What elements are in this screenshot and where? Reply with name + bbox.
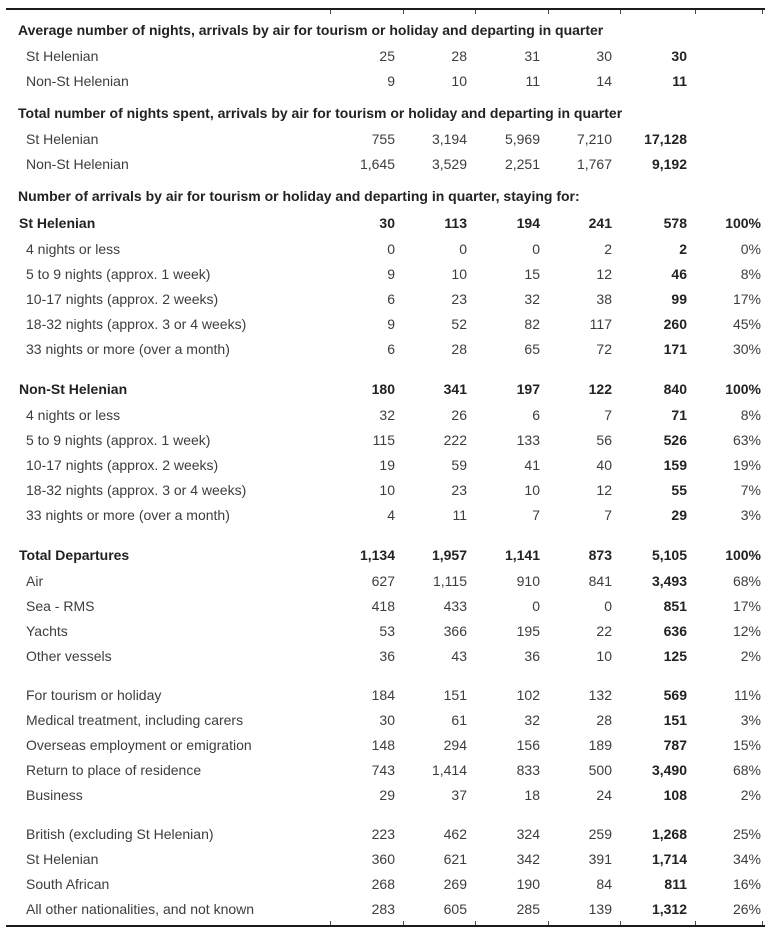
quarter-4-value: 241 — [588, 214, 612, 231]
row-label: 4 nights or less — [26, 240, 121, 257]
table-row — [0, 236, 768, 261]
table-row — [0, 311, 768, 336]
total-value: 1,268 — [651, 825, 687, 842]
quarter-3-value: 31 — [524, 47, 540, 64]
percent-value: 8% — [740, 406, 761, 423]
table-row — [0, 896, 768, 921]
quarter-3-value: 197 — [516, 380, 540, 397]
percent-value: 26% — [732, 900, 761, 917]
quarter-4-value: 122 — [588, 380, 612, 397]
quarter-2-value: 462 — [443, 825, 467, 842]
table-row — [0, 846, 768, 871]
quarter-2-value: 621 — [443, 850, 467, 867]
quarter-4-value: 7 — [604, 406, 612, 423]
percent-value: 30% — [732, 340, 761, 357]
row-label: St Helenian — [19, 214, 96, 231]
total-value: 125 — [663, 647, 687, 664]
quarter-3-value: 133 — [516, 431, 540, 448]
total-value: 526 — [663, 431, 687, 448]
quarter-4-value: 28 — [596, 711, 612, 728]
quarter-4-value: 40 — [596, 456, 612, 473]
total-value: 151 — [663, 711, 687, 728]
quarter-3-value: 190 — [516, 875, 540, 892]
table-row — [0, 209, 768, 236]
quarter-2-value: 61 — [451, 711, 467, 728]
total-value: 636 — [663, 622, 687, 639]
quarter-4-value: 56 — [596, 431, 612, 448]
total-value: 1,714 — [651, 850, 687, 867]
quarter-3-value: 32 — [524, 290, 540, 307]
quarter-2-value: 10 — [451, 72, 467, 89]
quarter-2-value: 1,115 — [433, 572, 467, 589]
column-tick — [620, 921, 621, 925]
table-row — [0, 732, 768, 757]
quarter-3-value: 2,251 — [504, 155, 540, 172]
column-tick — [762, 10, 763, 14]
table-row — [0, 568, 768, 593]
section-header: Average number of nights, arrivals by air for tourism or holiday and departing in quarter — [18, 22, 604, 38]
quarter-1-value: 180 — [371, 380, 395, 397]
quarter-4-value: 2 — [604, 240, 612, 257]
percent-value: 100% — [725, 546, 761, 563]
quarter-2-value: 3,194 — [431, 130, 467, 147]
section-header: Number of arrivals by air for tourism or holiday and departing in quarter, staying for: — [18, 188, 580, 204]
quarter-3-value: 102 — [516, 686, 540, 703]
quarter-3-value: 833 — [516, 761, 540, 778]
total-value: 17,128 — [644, 130, 687, 147]
row-label: 18-32 nights (approx. 3 or 4 weeks) — [26, 315, 247, 332]
row-label: Business — [26, 786, 83, 803]
quarter-4-value: 10 — [596, 647, 612, 664]
table-row — [0, 477, 768, 502]
quarter-4-value: 139 — [588, 900, 612, 917]
quarter-3-value: 36 — [524, 647, 540, 664]
quarter-2-value: 37 — [451, 786, 467, 803]
total-value: 55 — [671, 481, 687, 498]
table-row — [0, 593, 768, 618]
table-body — [0, 17, 768, 921]
quarter-4-value: 259 — [588, 825, 612, 842]
quarter-2-value: 43 — [451, 647, 467, 664]
quarter-3-value: 285 — [516, 900, 540, 917]
row-label: Medical treatment, including carers — [26, 711, 244, 728]
quarter-3-value: 324 — [516, 825, 540, 842]
column-tick — [403, 921, 404, 925]
table-row — [0, 375, 768, 402]
total-value: 11 — [672, 72, 687, 89]
column-tick — [403, 10, 404, 14]
table-row — [0, 126, 768, 151]
total-value: 159 — [663, 456, 687, 473]
quarter-1-value: 30 — [379, 711, 395, 728]
quarter-2-value: 433 — [443, 597, 467, 614]
quarter-1-value: 9 — [387, 315, 395, 332]
quarter-1-value: 0 — [387, 240, 395, 257]
quarter-4-value: 22 — [596, 622, 612, 639]
quarter-1-value: 6 — [387, 340, 395, 357]
quarter-2-value: 269 — [443, 875, 467, 892]
percent-value: 0% — [740, 240, 761, 257]
quarter-2-value: 113 — [444, 214, 467, 231]
quarter-4-value: 14 — [596, 72, 612, 89]
quarter-1-value: 418 — [371, 597, 395, 614]
quarter-4-value: 7,210 — [576, 130, 612, 147]
percent-value: 15% — [732, 736, 761, 753]
table-row — [0, 427, 768, 452]
quarter-1-value: 115 — [372, 431, 395, 448]
percent-value: 8% — [740, 265, 761, 282]
quarter-2-value: 23 — [451, 290, 467, 307]
total-value: 46 — [671, 265, 687, 282]
quarter-3-value: 11 — [525, 72, 540, 89]
row-label: Non-St Helenian — [26, 72, 129, 89]
table-row — [0, 618, 768, 643]
quarter-3-value: 65 — [524, 340, 540, 357]
quarter-1-value: 36 — [379, 647, 395, 664]
column-tick — [620, 10, 621, 14]
quarter-4-value: 1,767 — [576, 155, 612, 172]
quarter-2-value: 222 — [443, 431, 467, 448]
quarter-3-value: 6 — [532, 406, 540, 423]
total-value: 2 — [679, 240, 687, 257]
quarter-2-value: 11 — [452, 506, 467, 523]
percent-value: 68% — [732, 572, 761, 589]
row-label: 5 to 9 nights (approx. 1 week) — [26, 431, 211, 448]
row-label: South African — [26, 875, 110, 892]
table-row — [0, 68, 768, 93]
quarter-2-value: 10 — [451, 265, 467, 282]
quarter-4-value: 24 — [596, 786, 612, 803]
quarter-3-value: 32 — [524, 711, 540, 728]
table-row — [0, 286, 768, 311]
total-value: 1,312 — [651, 900, 687, 917]
row-spacer — [0, 807, 768, 821]
quarter-1-value: 29 — [379, 786, 395, 803]
table-row — [0, 402, 768, 427]
quarter-4-value: 84 — [596, 875, 612, 892]
table-row — [0, 43, 768, 68]
total-value: 851 — [663, 597, 687, 614]
quarter-1-value: 32 — [379, 406, 395, 423]
quarter-4-value: 30 — [596, 47, 612, 64]
percent-value: 19% — [732, 456, 761, 473]
quarter-1-value: 4 — [387, 506, 395, 523]
percent-value: 100% — [725, 214, 761, 231]
quarter-1-value: 19 — [379, 456, 395, 473]
quarter-1-value: 268 — [371, 875, 395, 892]
quarter-2-value: 59 — [451, 456, 467, 473]
row-label: 33 nights or more (over a month) — [26, 340, 230, 357]
column-tick — [762, 921, 763, 925]
row-label: Sea - RMS — [26, 597, 95, 614]
quarter-3-value: 82 — [524, 315, 540, 332]
quarter-4-value: 391 — [588, 850, 612, 867]
column-tick — [695, 10, 696, 14]
quarter-2-value: 52 — [451, 315, 467, 332]
row-label: 4 nights or less — [26, 406, 121, 423]
row-label: 18-32 nights (approx. 3 or 4 weeks) — [26, 481, 247, 498]
table-bottom-border — [6, 925, 765, 927]
total-value: 3,490 — [651, 761, 687, 778]
percent-value: 100% — [725, 380, 761, 397]
row-label: Air — [26, 572, 44, 589]
row-label: Return to place of residence — [26, 761, 202, 778]
quarter-1-value: 10 — [379, 481, 395, 498]
quarter-4-value: 117 — [589, 315, 612, 332]
table-row — [0, 643, 768, 668]
row-label: Non-St Helenian — [19, 380, 128, 397]
quarter-1-value: 25 — [379, 47, 395, 64]
column-tick — [695, 921, 696, 925]
quarter-3-value: 15 — [524, 265, 540, 282]
quarter-4-value: 132 — [588, 686, 612, 703]
row-label: Overseas employment or emigration — [26, 736, 252, 753]
quarter-1-value: 223 — [371, 825, 395, 842]
table-row — [0, 707, 768, 732]
total-value: 108 — [663, 786, 687, 803]
percent-value: 2% — [740, 786, 761, 803]
total-value: 30 — [671, 47, 687, 64]
row-spacer — [0, 361, 768, 375]
quarter-1-value: 53 — [379, 622, 395, 639]
total-value: 578 — [663, 214, 687, 231]
quarter-4-value: 72 — [596, 340, 612, 357]
percent-value: 63% — [732, 431, 761, 448]
quarter-2-value: 1,957 — [431, 546, 467, 563]
quarter-3-value: 910 — [516, 572, 540, 589]
row-label: Non-St Helenian — [26, 155, 129, 172]
column-tick — [475, 921, 476, 925]
quarter-2-value: 605 — [443, 900, 467, 917]
quarter-1-value: 9 — [387, 265, 395, 282]
quarter-3-value: 342 — [516, 850, 540, 867]
row-label: 10-17 nights (approx. 2 weeks) — [26, 456, 219, 473]
table-row — [0, 782, 768, 807]
quarter-1-value: 627 — [371, 572, 395, 589]
total-value: 260 — [663, 315, 687, 332]
quarter-4-value: 500 — [588, 761, 612, 778]
percent-value: 16% — [732, 875, 761, 892]
table-row — [0, 821, 768, 846]
quarter-4-value: 12 — [596, 481, 612, 498]
row-label: 10-17 nights (approx. 2 weeks) — [26, 290, 219, 307]
row-label: St Helenian — [26, 47, 99, 64]
percent-value: 25% — [732, 825, 761, 842]
quarter-2-value: 1,414 — [431, 761, 467, 778]
quarter-2-value: 3,529 — [431, 155, 467, 172]
percent-value: 3% — [740, 506, 761, 523]
quarter-4-value: 189 — [588, 736, 612, 753]
quarter-1-value: 360 — [371, 850, 395, 867]
quarter-3-value: 195 — [516, 622, 540, 639]
section-header: Total number of nights spent, arrivals by air for tourism or holiday and departing in quarter — [18, 105, 623, 121]
row-label: St Helenian — [26, 850, 99, 867]
quarter-4-value: 0 — [604, 597, 612, 614]
table-row — [0, 682, 768, 707]
table-row — [0, 871, 768, 896]
column-tick — [330, 921, 331, 925]
percent-value: 45% — [732, 315, 761, 332]
percent-value: 3% — [740, 711, 761, 728]
total-value: 811 — [664, 875, 687, 892]
quarter-3-value: 10 — [524, 481, 540, 498]
table-row — [0, 452, 768, 477]
column-tick — [330, 10, 331, 14]
table-row — [0, 336, 768, 361]
quarter-4-value: 873 — [588, 546, 612, 563]
quarter-4-value: 12 — [596, 265, 612, 282]
quarter-3-value: 18 — [524, 786, 540, 803]
table-top-border — [6, 8, 765, 10]
quarter-1-value: 148 — [371, 736, 395, 753]
row-label: British (excluding St Helenian) — [26, 825, 214, 842]
quarter-3-value: 1,141 — [504, 546, 540, 563]
total-value: 3,493 — [651, 572, 687, 589]
column-tick — [475, 10, 476, 14]
quarter-1-value: 30 — [379, 214, 395, 231]
row-label: 33 nights or more (over a month) — [26, 506, 230, 523]
percent-value: 17% — [732, 597, 761, 614]
row-spacer — [0, 668, 768, 682]
total-value: 171 — [663, 340, 687, 357]
quarter-4-value: 7 — [604, 506, 612, 523]
percent-value: 17% — [732, 290, 761, 307]
quarter-3-value: 0 — [532, 240, 540, 257]
quarter-1-value: 1,645 — [359, 155, 395, 172]
quarter-2-value: 151 — [443, 686, 467, 703]
column-tick — [548, 10, 549, 14]
row-label: Other vessels — [26, 647, 112, 664]
table-row — [0, 757, 768, 782]
quarter-2-value: 28 — [451, 47, 467, 64]
table-row — [0, 151, 768, 176]
total-value: 71 — [671, 406, 687, 423]
row-label: 5 to 9 nights (approx. 1 week) — [26, 265, 211, 282]
total-value: 840 — [663, 380, 687, 397]
row-spacer — [0, 527, 768, 541]
quarter-2-value: 341 — [443, 380, 467, 397]
quarter-2-value: 366 — [443, 622, 467, 639]
quarter-3-value: 156 — [516, 736, 540, 753]
percent-value: 11% — [734, 686, 761, 703]
quarter-3-value: 194 — [516, 214, 540, 231]
quarter-1-value: 184 — [371, 686, 395, 703]
percent-value: 2% — [740, 647, 761, 664]
total-value: 787 — [663, 736, 687, 753]
quarter-3-value: 5,969 — [504, 130, 540, 147]
percent-value: 12% — [732, 622, 761, 639]
column-tick — [548, 921, 549, 925]
table-row — [0, 261, 768, 286]
row-label: Total Departures — [19, 546, 130, 563]
quarter-1-value: 6 — [387, 290, 395, 307]
percent-value: 34% — [732, 850, 761, 867]
quarter-2-value: 26 — [451, 406, 467, 423]
total-value: 569 — [663, 686, 687, 703]
row-label: For tourism or holiday — [26, 686, 162, 703]
total-value: 99 — [671, 290, 687, 307]
row-label: Yachts — [26, 622, 68, 639]
quarter-1-value: 743 — [371, 761, 395, 778]
quarter-1-value: 9 — [387, 72, 395, 89]
quarter-2-value: 23 — [451, 481, 467, 498]
percent-value: 68% — [732, 761, 761, 778]
table-row — [0, 502, 768, 527]
quarter-4-value: 841 — [588, 572, 612, 589]
total-value: 5,105 — [651, 546, 687, 563]
total-value: 29 — [671, 506, 687, 523]
quarter-4-value: 38 — [596, 290, 612, 307]
quarter-2-value: 294 — [443, 736, 467, 753]
quarter-1-value: 1,134 — [359, 546, 395, 563]
quarter-3-value: 0 — [532, 597, 540, 614]
quarter-1-value: 755 — [371, 130, 395, 147]
quarter-3-value: 7 — [532, 506, 540, 523]
quarter-2-value: 28 — [451, 340, 467, 357]
percent-value: 7% — [740, 481, 761, 498]
table-row — [0, 541, 768, 568]
quarter-3-value: 41 — [524, 456, 540, 473]
total-value: 9,192 — [651, 155, 687, 172]
row-label: All other nationalities, and not known — [26, 900, 255, 917]
quarter-2-value: 0 — [459, 240, 467, 257]
row-label: St Helenian — [26, 130, 99, 147]
quarter-1-value: 283 — [371, 900, 395, 917]
